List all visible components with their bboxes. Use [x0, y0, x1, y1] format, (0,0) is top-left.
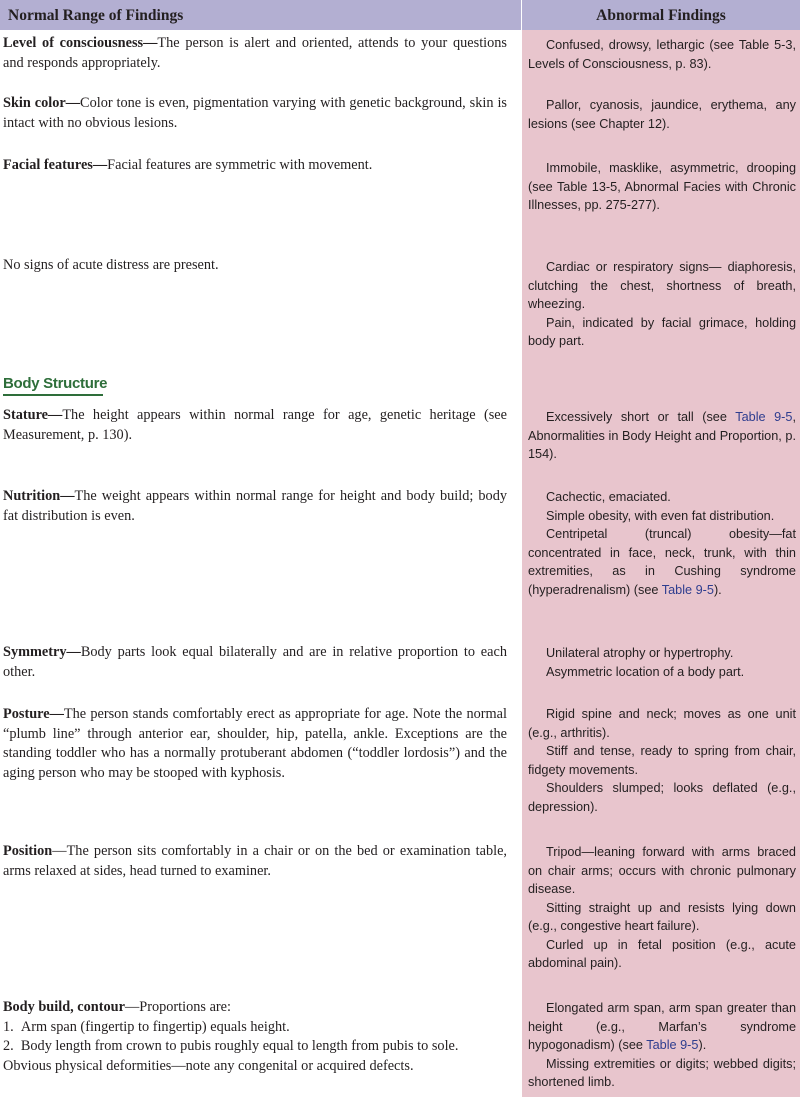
abnormal-finding-symmetry — [528, 644, 796, 681]
abnormal-text: Cachectic, emaciated. — [546, 490, 671, 504]
abnormal-text: Unilateral atrophy or hypertrophy. — [546, 646, 734, 660]
normal-finding-skin-color — [3, 94, 507, 133]
abnormal-finding-facial-features — [528, 159, 796, 215]
finding-text: Facial features are symmetric with movement. — [107, 157, 373, 173]
abnormal-finding-posture — [528, 705, 796, 816]
abnormal-text: ). — [713, 582, 722, 597]
finding-text: The person is alert and oriented, attends to your questions and responds appropriately. — [3, 35, 507, 71]
finding-text: Color tone is even, pigmentation varying with genetic background, skin is intact with no obvious lesions. — [3, 95, 507, 131]
abnormal-text: Tripod—leaning forward with arms braced on chair arms; occurs with chronic pulmonary disease. — [528, 845, 796, 896]
table-9-5-link[interactable]: Table 9-5 — [735, 410, 793, 424]
abnormal-finding-nutrition — [528, 488, 796, 599]
normal-finding-position — [3, 842, 507, 881]
table-9-5-link[interactable]: Table 9-5 — [661, 582, 714, 597]
finding-text: —The person sits comfortably in a chair or on the bed or examination table, arms relaxed at sides, head turned to examiner. — [3, 843, 507, 879]
abnormal-text: Simple obesity, with even fat distribution. — [546, 508, 775, 523]
finding-line: 2. Body length from crown to pubis roughly equal to length from pubis to sole. — [3, 1038, 459, 1054]
finding-text: Body parts look equal bilaterally and are in relative proportion to each other. — [3, 644, 507, 680]
finding-text: The weight appears within normal range for height and body build; body fat distribution is even. — [3, 488, 507, 524]
abnormal-text: Missing extremities or digits; webbed digits; shortened limb. — [528, 1056, 796, 1089]
abnormal-finding-position — [528, 843, 796, 973]
section-title-body-structure: Body Structure — [3, 373, 107, 396]
finding-term: Body build, contour — [3, 999, 125, 1015]
normal-finding-posture — [3, 705, 507, 783]
abnormal-text: , Abnormalities in Body Height and Proportion, p. 154). — [528, 410, 796, 461]
abnormal-text: Pallor, cyanosis, jaundice, erythema, any lesions (see Chapter 12). — [528, 98, 796, 131]
abnormal-text: Rigid spine and neck; moves as one unit (e.g., arthritis). — [528, 707, 796, 740]
finding-term: Facial features— — [3, 157, 108, 173]
finding-term: Skin color— — [3, 95, 81, 111]
normal-finding-nutrition — [3, 487, 507, 526]
normal-findings-header: Normal Range of Findings — [0, 0, 521, 30]
finding-text: —Proportions are: — [124, 999, 231, 1015]
normal-finding-symmetry — [3, 643, 507, 682]
table-9-5-link[interactable]: Table 9-5 — [646, 1038, 699, 1052]
abnormal-text: Excessively short or tall (see — [546, 410, 736, 424]
abnormal-finding-skin-color — [528, 96, 796, 133]
abnormal-finding-acute-distress — [528, 258, 796, 351]
abnormal-text: Sitting straight up and resists lying down (e.g., congestive heart failure). — [528, 900, 796, 933]
finding-text: No signs of acute distress are present. — [3, 257, 219, 273]
abnormal-text: Confused, drowsy, lethargic (see Table 5-3, Levels of Consciousness, p. 83). — [528, 38, 796, 71]
abnormal-text: Stiff and tense, ready to spring from chair, fidgety movements. — [528, 744, 796, 777]
abnormal-text: ). — [698, 1038, 707, 1052]
abnormal-text: Cardiac or respiratory signs— diaphoresis, clutching the chest, shortness of breath, wheezing. — [528, 260, 796, 311]
normal-finding-facial-features — [3, 156, 507, 176]
abnormal-text: Elongated arm span, arm span greater than height (e.g., Marfan’s syndrome hypogonadism) (see — [528, 1001, 796, 1052]
abnormal-text: Shoulders slumped; looks deflated (e.g., depression). — [528, 781, 796, 814]
abnormal-text: Pain, indicated by facial grimace, holding body part. — [528, 315, 796, 348]
finding-text: The height appears within normal range for age, genetic heritage (see Measurement, p. 130). — [3, 407, 507, 443]
finding-term: Posture— — [3, 706, 64, 722]
normal-finding-stature — [3, 406, 507, 445]
abnormal-text: Asymmetric location of a body part. — [546, 664, 745, 679]
finding-term: Symmetry— — [3, 644, 81, 660]
normal-finding-consciousness — [3, 34, 507, 73]
abnormal-text: Curled up in fetal position (e.g., acute abdominal pain). — [528, 937, 796, 970]
abnormal-finding-stature — [528, 408, 796, 464]
finding-term: Stature— — [3, 407, 63, 423]
finding-line: Obvious physical deformities—note any congenital or acquired defects. — [3, 1057, 414, 1074]
abnormal-text: Immobile, masklike, asymmetric, drooping (see Table 13-5, Abnormal Facies with Chronic Illnesses, pp. 275-277). — [528, 161, 796, 212]
finding-term: Nutrition— — [3, 488, 75, 504]
normal-finding-body-build — [3, 998, 507, 1076]
normal-finding-acute-distress — [3, 256, 507, 276]
finding-term: Level of consciousness— — [3, 35, 158, 51]
abnormal-findings-header: Abnormal Findings — [521, 0, 800, 30]
finding-text: The person stands comfortably erect as appropriate for age. Note the normal “plumb line” through anterior ear, shoulder, hip, patella, ankle. Exceptions are the standing toddler who has a normally protuberant abdomen (“toddler lordosis”) and the aging person who may be stooped with kyphosis. — [3, 706, 507, 781]
abnormal-finding-body-build — [528, 999, 796, 1092]
abnormal-finding-consciousness — [528, 36, 796, 73]
finding-term: Position — [3, 843, 53, 859]
abnormal-text: Centripetal (truncal) obesity—fat concentrated in face, neck, trunk, with thin extremities, as in Cushing syndrome (hyperadrenalism) (see — [528, 527, 796, 597]
finding-line: 1. Arm span (fingertip to fingertip) equals height. — [3, 1018, 290, 1035]
